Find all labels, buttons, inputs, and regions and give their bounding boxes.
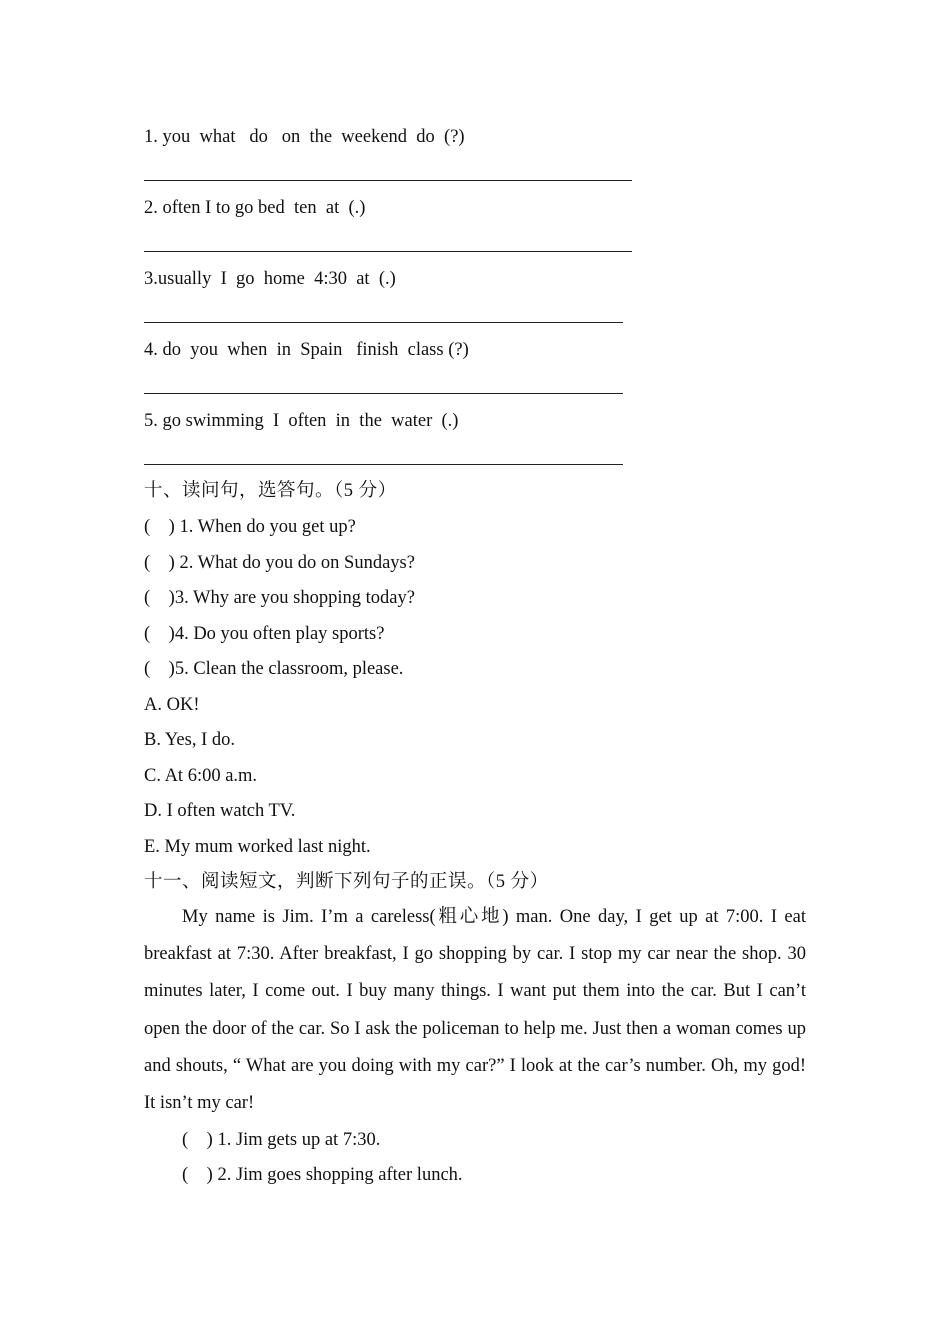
answer-line-1[interactable] [144, 180, 632, 181]
judgement-2: ( ) 2. Jim goes shopping after lunch. [182, 1165, 463, 1185]
reorder-item-1: 1. you what do on the weekend do (?) [144, 127, 465, 147]
question-4: ( )4. Do you often play sports? [144, 624, 385, 644]
answer-line-3[interactable] [144, 322, 623, 323]
option-c: C. At 6:00 a.m. [144, 766, 258, 786]
answer-line-4[interactable] [144, 393, 623, 394]
section-11-heading: 十一、阅读短文，判断下列句子的正误。（5 分） [144, 872, 549, 892]
question-5: ( )5. Clean the classroom, please. [144, 659, 404, 679]
reorder-item-4: 4. do you when in Spain finish class (?) [144, 340, 469, 360]
option-e: E. My mum worked last night. [144, 837, 371, 857]
section-10-heading: 十、读问句，选答句。（5 分） [144, 481, 397, 501]
answer-line-2[interactable] [144, 251, 632, 252]
answer-line-5[interactable] [144, 464, 623, 465]
reading-passage: My name is Jim. I’m a careless(粗心地) man. One day, I get up at 7:00. I eat breakfast at 7:30. After breakfast, I go shopping by car. I stop my car near the shop. 30 minutes later, I come out. I buy many things. I want put them into the car. But I can’t open the door of the car. So I ask the policeman to help me. Just then a woman comes up and shouts, “ What are you doing with my car?” I look at the car’s number. Oh, my god! It isn’t my car! [144, 907, 806, 1114]
option-a: A. OK! [144, 695, 200, 715]
option-b: B. Yes, I do. [144, 730, 235, 750]
reorder-item-5: 5. go swimming I often in the water (.) [144, 411, 459, 431]
question-3: ( )3. Why are you shopping today? [144, 588, 415, 608]
reorder-item-3: 3.usually I go home 4:30 at (.) [144, 269, 396, 289]
judgement-1: ( ) 1. Jim gets up at 7:30. [182, 1130, 381, 1150]
question-1: ( ) 1. When do you get up? [144, 517, 356, 537]
reorder-item-2: 2. often I to go bed ten at (.) [144, 198, 366, 218]
question-2: ( ) 2. What do you do on Sundays? [144, 553, 415, 573]
option-d: D. I often watch TV. [144, 801, 296, 821]
